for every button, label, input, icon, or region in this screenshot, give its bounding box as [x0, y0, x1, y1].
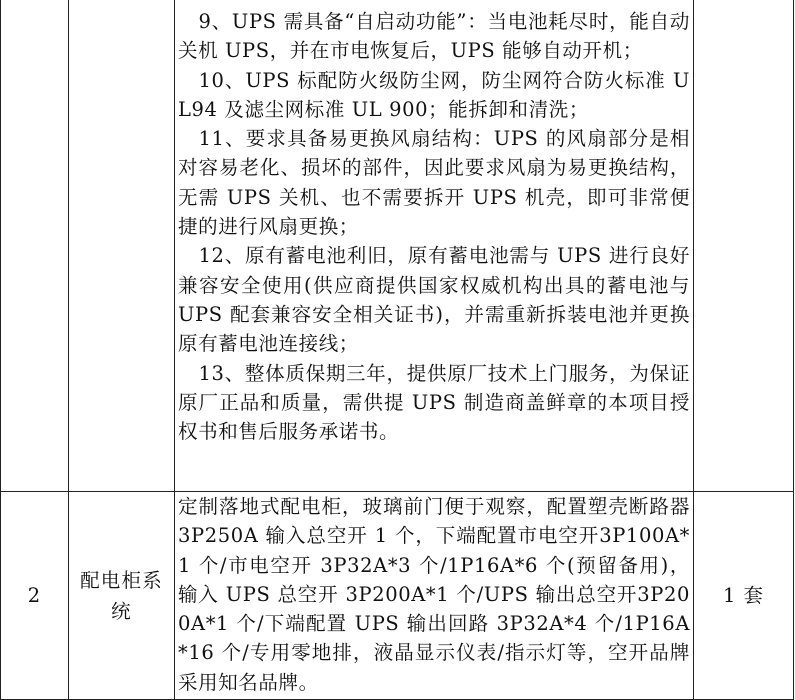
table-row-distribution-cabinet	[1, 492, 794, 700]
requirement-item-13: 13、整体质保期三年，提供原厂技术上门服务，为保证原厂正品和质量，需供提 UPS 制造商盖鲜章的本项目授权书和售后服务承诺书。	[178, 361, 690, 444]
cell-item-description	[175, 492, 694, 700]
requirement-item-12: 12、原有蓄电池利旧，原有蓄电池需与 UPS 进行良好兼容安全使用(供应商提供国家权威机构出具的蓄电池与 UPS 配套兼容安全相关证书)，并需重新拆装电池并更换原有蓄电池连接线；	[178, 244, 690, 356]
cell-ups-requirements	[175, 0, 694, 492]
cell-number-empty	[1, 0, 69, 492]
row-number: 2	[1, 492, 69, 700]
item-name: 配电柜系统	[80, 568, 163, 623]
cell-name-empty	[69, 0, 175, 492]
item-description: 定制落地式配电柜，玻璃前门便于观察，配置塑壳断路器 3P250A 输入总空开 1 个，下端配置市电空开3P100A*1 个/市电空开 3P32A*3 个/1P16A*6 个(预留备用)，输入 UPS 总空开 3P200A*1 个/UPS 输出总空开3P200A*1 个/下端配置 UPS 输出回路 3P32A*4 个/1P16A*16 个/专用零地排，液晶显示仪表/指示灯等，空开品牌采用知名品牌。	[178, 495, 690, 694]
item-name-cell	[69, 492, 175, 700]
requirement-item-10: 10、UPS 标配防火级防尘网，防尘网符合防火标准 UL94 及滤尘网标准 UL 900；能拆卸和清洗；	[178, 68, 690, 121]
item-quantity: 1 套	[694, 492, 794, 700]
requirement-item-9: 9、UPS 需具备“自启动功能”：当电池耗尽时，能自动关机 UPS，并在市电恢复后，UPS 能够自动开机；	[178, 10, 690, 63]
cell-quantity-empty	[694, 0, 794, 492]
table-row-ups-continued	[1, 0, 794, 492]
requirement-item-11: 11、要求具备易更换风扇结构：UPS 的风扇部分是相对容易老化、损坏的部件，因此要求风扇为易更换结构，无需 UPS 关机、也不需要拆开 UPS 机壳，即可非常便捷的进行风扇更换；	[178, 127, 690, 239]
